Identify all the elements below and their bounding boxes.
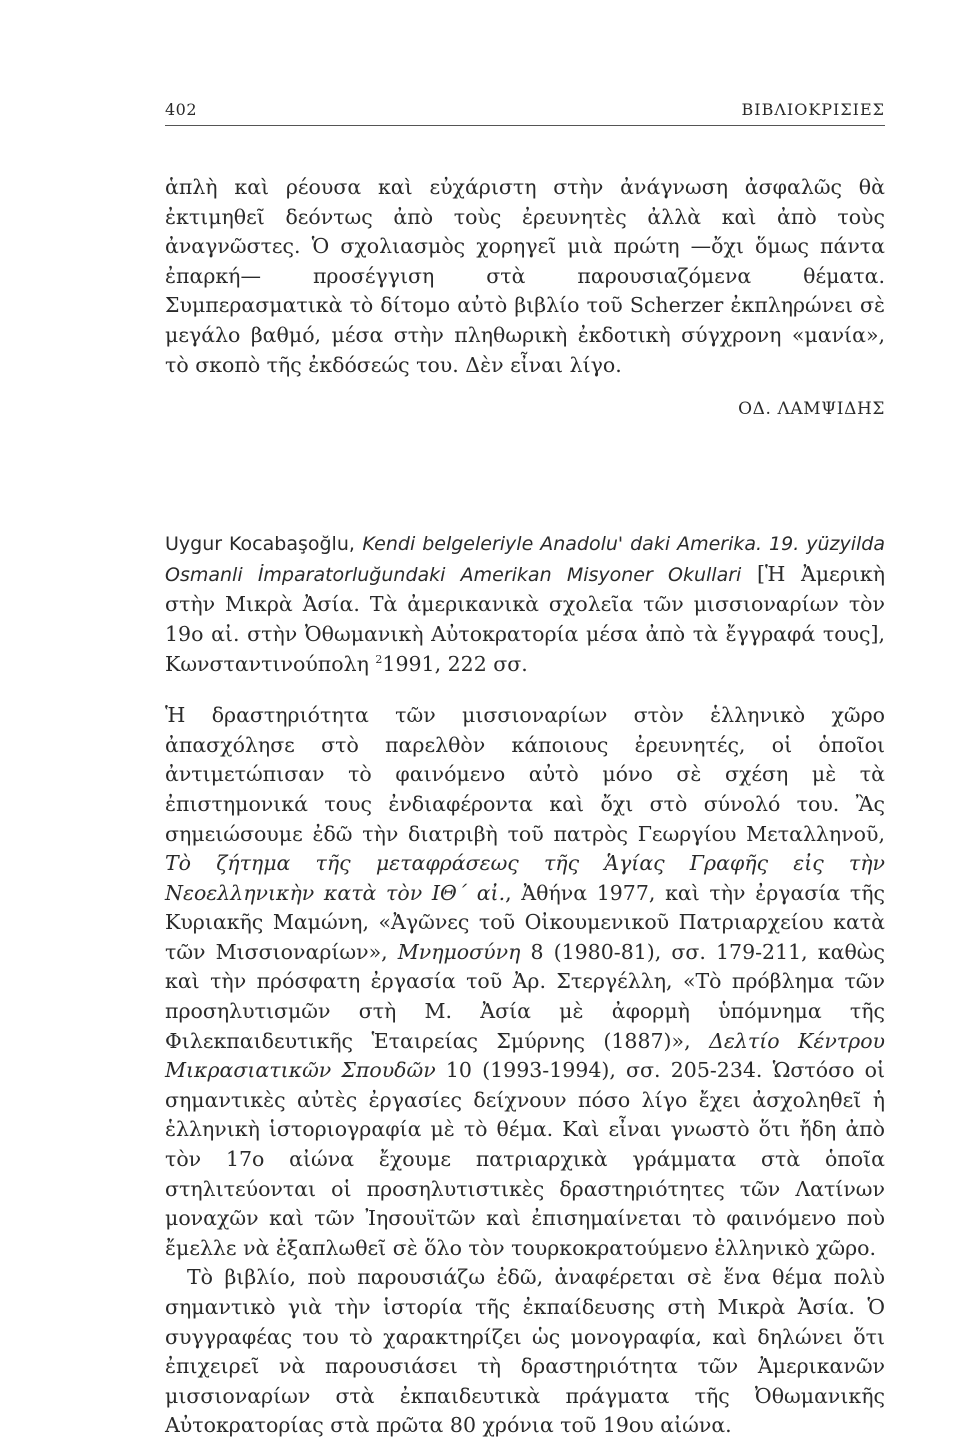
review-bibliographic-heading bbox=[165, 529, 885, 679]
book-title: Kendi belgeleriyle Anadolu' daki Amerika. 19. yüzyilda Osmanli İmparatorluğundaki Amerikan Misyoner Okullari bbox=[165, 533, 885, 586]
body-paragraph-1 bbox=[165, 701, 885, 1263]
body-p1-text-2: , Ἀθήνα 1977, καὶ τὴν ἐργασία τῆς Κυριακῆς Μαμώνη, «Ἀγῶνες τοῦ Οἰκουμενικοῦ Πατριαρχείου κατὰ τῶν Μισσιοναρίων», bbox=[165, 880, 885, 964]
body-p1-text-4: 10 (1993-1994), σσ. 205-234. Ὡστόσο οἱ σημαντικὲς αὐτὲς ἐργασίες δείχνουν πόσο λίγο ἔχει ἀσχοληθεῖ ἡ ἑλληνικὴ ἱστοριογραφία μὲ τὸ θέμα. Καὶ εἶναι γνωστὸ ὅτι ἤδη ἀπὸ τὸν 17ο αἰώνα ἔχουμε πατριαρχικὰ γράμματα στὰ ὁποῖα στηλιτεύονται οἱ προσηλυτιστικὲς δραστηριότητες τῶν Λατίνων μοναχῶν καὶ τῶν Ἰησουϊτῶν καὶ ἐπισημαίνεται τὸ φαινόμενο ποὺ ἔμελλε νὰ ἐξαπλωθεῖ σὲ ὅλο τὸν τουρκοκρατούμενο ἑλληνικὸ χῶρο. bbox=[165, 1058, 885, 1260]
publication-details: 1991, 222 σσ. bbox=[382, 651, 528, 676]
cited-journal-deltio: Δελτίο Κέντρου Μικρασιατικῶν Σπουδῶν bbox=[165, 1028, 885, 1083]
previous-review-closing-paragraph: ἁπλὴ καὶ ρέουσα καὶ εὐχάριστη στὴν ἀνάγνωση ἀσφαλῶς θὰ ἐκτιμηθεῖ δεόντως ἀπὸ τοὺς ἐρευνητὲς ἀλλὰ καὶ ἀπὸ τοὺς ἀναγνῶστες. Ὁ σχολιασμὸς χορηγεῖ μιὰ πρώτη —ὄχι ὅμως πάντα ἐπαρκή— προσέγγιση στὰ παρουσιαζόμενα θέματα. Συμπερασματικὰ τὸ δίτομο αὐτὸ βιβλίο τοῦ Scherzer ἐκπληρώνει σὲ μεγάλο βαθμό, μέσα στὴν πληθωρικὴ ἐκδοτικὴ σύγχρονη «μανία», τὸ σκοπὸ τῆς ἐκδόσεώς του. Δὲν εἶναι λίγο. bbox=[165, 175, 885, 377]
body-paragraph-2: Τὸ βιβλίο, ποὺ παρουσιάζω ἐδῶ, ἀναφέρεται σὲ ἕνα θέμα πολὺ σημαντικὸ γιὰ τὴν ἱστορία τῆς ἐκπαίδευσης στὴ Μικρὰ Ἀσία. Ὁ συγγραφέας του τὸ χαρακτηρίζει ὡς μονογραφία, καὶ δηλώνει ὅτι ἐπιχειρεῖ νὰ παρουσιάσει τὴ δραστηριότητα τῶν Ἀμερικανῶν μισσιοναρίων στὰ ἐκπαιδευτικὰ πράγματα τῆς Ὀθωμανικῆς Αὐτοκρατορίας στὰ πρῶτα 80 χρόνια τοῦ 19ου αἰώνα. bbox=[165, 1265, 885, 1438]
cited-journal-mnimosyni: Μνημοσύνη bbox=[397, 939, 521, 964]
page-header bbox=[165, 100, 885, 126]
reviewer-signature: ΟΔ. ΛΑΜΨΙΔΗΣ bbox=[738, 399, 885, 420]
page-number: 402 bbox=[165, 100, 198, 119]
title-translation: [Ἡ Ἀμερικὴ στὴν Μικρὰ Ἀσία. Τὰ ἀμερικανικὰ σχολεῖα τῶν μισσιοναρίων τὸν 19ο αἰ. στὴν Ὀθωμανικὴ Αὐτοκρατορία μέσα ἀπὸ τὰ ἔγγραφά τους], Κωνσταντινούπολη bbox=[165, 561, 885, 676]
document-page bbox=[165, 100, 885, 1441]
running-head: ΒΙΒΛΙΟΚΡΙΣΙΕΣ bbox=[741, 100, 885, 119]
body-p1-text-3: 8 (1980-81), σσ. 179-211, καθὼς καὶ τὴν πρόσφατη ἐργασία τοῦ Ἀρ. Στεργέλλη, «Τὸ πρόβλημα τῶν προσηλυτισμῶν στὴ Μ. Ἀσία μὲ ἀφορμὴ ὑπόμνημα τῆς Φιλεκπαιδευτικῆς Ἑταιρείας Σμύρνης (1887)», bbox=[165, 939, 885, 1053]
edition-number: 2 bbox=[375, 652, 383, 666]
book-author: Uygur Kocabaşoğlu, bbox=[165, 533, 355, 556]
body-p1-text-1: Ἡ δραστηριότητα τῶν μισσιοναρίων στὸν ἑλληνικὸ χῶρο ἀπασχόλησε στὸ παρελθὸν κάποιους ἐρευνητές, οἱ ὁποῖοι ἀντιμετώπισαν τὸ φαινόμενο αὐτὸ μόνο σὲ σχέση μὲ τὰ ἐπιστημονικά τους ἐνδιαφέροντα καὶ ὄχι στὸ σύνολό του. Ἂς σημειώσουμε ἐδῶ τὴν διατριβὴ τοῦ πατρὸς Γεωργίου Μεταλληνοῦ, bbox=[165, 703, 885, 846]
cited-title-metallinos: Τὸ ζήτημα τῆς μεταφράσεως τῆς Ἁγίας Γραφῆς εἰς τὴν Νεοελληνικὴν κατὰ τὸν ΙΘ΄ αἰ. bbox=[165, 851, 885, 905]
